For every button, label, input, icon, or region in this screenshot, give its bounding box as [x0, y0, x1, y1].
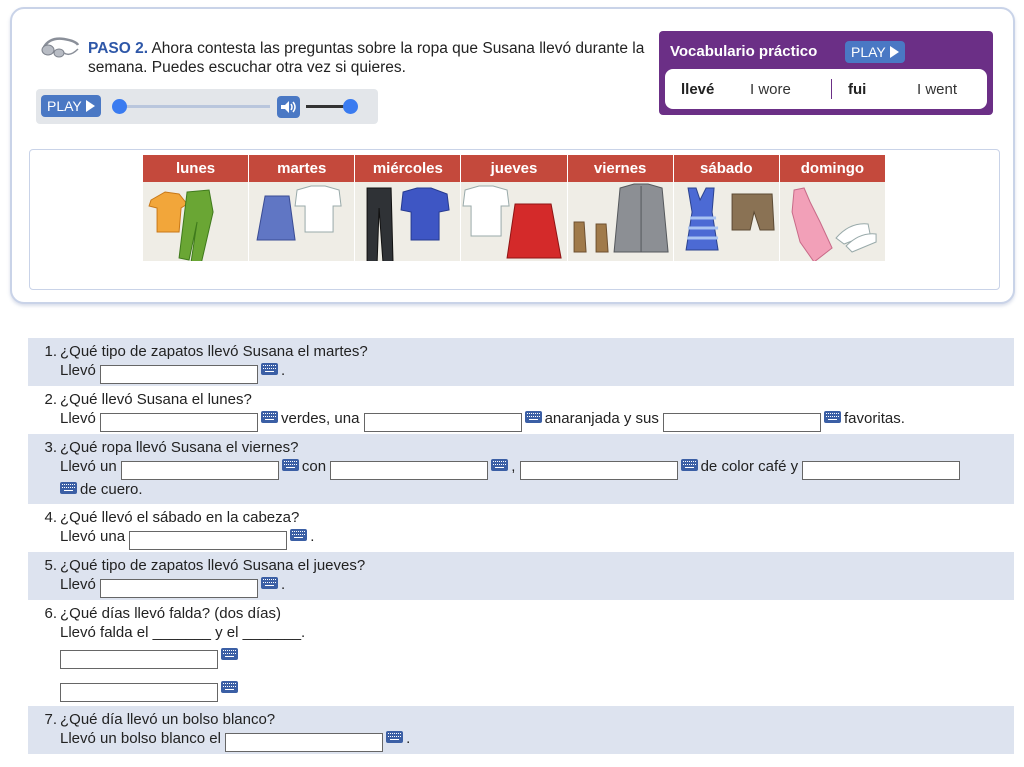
- day-label: sábado: [674, 155, 779, 182]
- question-text: ¿Qué días llevó falda? (dos días): [60, 605, 281, 622]
- domingo-clothing-image: [780, 182, 885, 261]
- answer-suffix: .: [406, 730, 411, 747]
- answer-text: con: [301, 458, 327, 475]
- days-clothing-frame: [29, 149, 1000, 290]
- answer-text: de cuero.: [80, 481, 143, 498]
- answer-line: [60, 409, 1014, 432]
- keyboard-icon[interactable]: [261, 577, 278, 589]
- audio-progress-track[interactable]: [118, 105, 270, 108]
- answer-row: [60, 646, 1014, 669]
- day-label: viernes: [568, 155, 673, 182]
- answer-input[interactable]: [330, 461, 488, 480]
- day-domingo: [780, 155, 885, 261]
- answer-prefix: Llevó: [60, 362, 96, 379]
- question-2: [28, 386, 1014, 434]
- audio-play-button[interactable]: [41, 95, 101, 117]
- answer-text: de color café y: [700, 458, 799, 475]
- answer-input[interactable]: [100, 413, 258, 432]
- vocab-divider: [831, 79, 832, 99]
- day-label: domingo: [780, 155, 885, 182]
- question-text: ¿Qué ropa llevó Susana el viernes?: [60, 439, 299, 456]
- answer-line: [60, 575, 1014, 598]
- day-sabado: [674, 155, 779, 261]
- answer-prefix: Llevó una: [60, 528, 126, 545]
- day-viernes: [568, 155, 673, 261]
- keyboard-icon[interactable]: [261, 411, 278, 423]
- answer-text: anaranjada y sus: [544, 410, 659, 427]
- question-3: [28, 434, 1014, 504]
- answer-input[interactable]: [60, 683, 218, 702]
- day-label: lunes: [143, 155, 248, 182]
- audio-player: [36, 89, 378, 124]
- keyboard-icon[interactable]: [221, 648, 238, 660]
- volume-button[interactable]: [277, 96, 300, 118]
- viernes-clothing-image: [568, 182, 673, 261]
- day-martes: [249, 155, 354, 261]
- answer-input[interactable]: [100, 579, 258, 598]
- days-strip: [143, 155, 885, 261]
- step-label: PASO 2.: [88, 40, 149, 57]
- question-6: [28, 600, 1014, 706]
- question-text: ¿Qué día llevó un bolso blanco?: [60, 711, 276, 728]
- answer-prefix: Llevó: [60, 410, 96, 427]
- answer-prefix: Llevó un bolso blanco el: [60, 730, 221, 747]
- answer-input[interactable]: [364, 413, 522, 432]
- vocab-play-label: PLAY: [851, 44, 886, 60]
- keyboard-icon[interactable]: [282, 459, 299, 471]
- miercoles-clothing-image: [355, 182, 460, 261]
- answer-prefix: Llevó un: [60, 458, 117, 475]
- question-list: [28, 338, 1014, 754]
- vocab-translation: I wore: [750, 81, 791, 98]
- answer-line: [60, 729, 1014, 752]
- answer-line-continued: [60, 480, 1014, 499]
- question-number: 3.: [44, 439, 57, 456]
- question-5: [28, 552, 1014, 600]
- sabado-clothing-image: [674, 182, 779, 261]
- vocab-title: Vocabulario práctico: [670, 43, 818, 60]
- play-icon: [890, 46, 899, 58]
- keyboard-icon[interactable]: [525, 411, 542, 423]
- question-7: [28, 706, 1014, 754]
- instructions-text: Ahora contesta las preguntas sobre la ropa que Susana llevó durante la semana. Puedes escuchar otra vez si quieres.: [88, 40, 645, 76]
- question-text: ¿Qué tipo de zapatos llevó Susana el jueves?: [60, 557, 366, 574]
- answer-input[interactable]: [60, 650, 218, 669]
- volume-knob[interactable]: [343, 99, 358, 114]
- day-miercoles: [355, 155, 460, 261]
- day-lunes: [143, 155, 248, 261]
- headphones-icon: [40, 35, 82, 61]
- lunes-clothing-image: [143, 182, 248, 261]
- answer-line: [60, 527, 1014, 550]
- day-label: jueves: [461, 155, 566, 182]
- martes-clothing-image: [249, 182, 354, 261]
- day-label: martes: [249, 155, 354, 182]
- question-number: 2.: [44, 391, 57, 408]
- answer-input[interactable]: [663, 413, 821, 432]
- keyboard-icon[interactable]: [290, 529, 307, 541]
- vocab-term: fui: [848, 81, 867, 98]
- instructions: [88, 39, 648, 77]
- answer-input[interactable]: [802, 461, 960, 480]
- answer-input[interactable]: [100, 365, 258, 384]
- keyboard-icon[interactable]: [261, 363, 278, 375]
- answer-suffix: .: [310, 528, 315, 545]
- answer-prefix: Llevó: [60, 576, 96, 593]
- question-4: [28, 504, 1014, 552]
- play-icon: [86, 100, 95, 112]
- keyboard-icon[interactable]: [386, 731, 403, 743]
- vocab-play-button[interactable]: [845, 41, 905, 63]
- answer-input[interactable]: [129, 531, 287, 550]
- answer-text: verdes, una: [281, 410, 360, 427]
- keyboard-icon[interactable]: [221, 681, 238, 693]
- keyboard-icon[interactable]: [681, 459, 698, 471]
- answer-line: [60, 361, 1014, 384]
- vocab-box: [659, 31, 993, 115]
- question-text: ¿Qué llevó Susana el lunes?: [60, 391, 252, 408]
- question-number: 6.: [44, 605, 57, 622]
- answer-text: ,: [511, 458, 516, 475]
- activity-panel: [10, 7, 1015, 304]
- answer-text: favoritas.: [844, 410, 905, 427]
- vocab-translation: I went: [917, 81, 958, 98]
- audio-progress-knob[interactable]: [112, 99, 127, 114]
- question-1: [28, 338, 1014, 386]
- keyboard-icon[interactable]: [491, 459, 508, 471]
- answer-row: [60, 679, 1014, 702]
- answer-suffix: .: [281, 362, 286, 379]
- question-number: 1.: [44, 343, 57, 360]
- day-label: miércoles: [355, 155, 460, 182]
- question-number: 4.: [44, 509, 57, 526]
- vocab-list: [665, 69, 987, 109]
- keyboard-icon[interactable]: [824, 411, 841, 423]
- play-label: PLAY: [47, 98, 82, 114]
- answer-line: [60, 457, 1014, 480]
- jueves-clothing-image: [461, 182, 566, 261]
- answer-suffix: .: [281, 576, 286, 593]
- answer-line: Llevó falda el _______ y el _______.: [60, 624, 306, 641]
- vocab-term: llevé: [681, 81, 715, 98]
- speaker-icon: [277, 96, 300, 118]
- answer-input[interactable]: [121, 461, 279, 480]
- question-text: ¿Qué llevó el sábado en la cabeza?: [60, 509, 300, 526]
- question-text: ¿Qué tipo de zapatos llevó Susana el martes?: [60, 343, 368, 360]
- question-number: 7.: [44, 711, 57, 728]
- answer-input[interactable]: [520, 461, 678, 480]
- day-jueves: [461, 155, 566, 261]
- answer-input[interactable]: [225, 733, 383, 752]
- question-number: 5.: [44, 557, 57, 574]
- keyboard-icon[interactable]: [60, 482, 77, 494]
